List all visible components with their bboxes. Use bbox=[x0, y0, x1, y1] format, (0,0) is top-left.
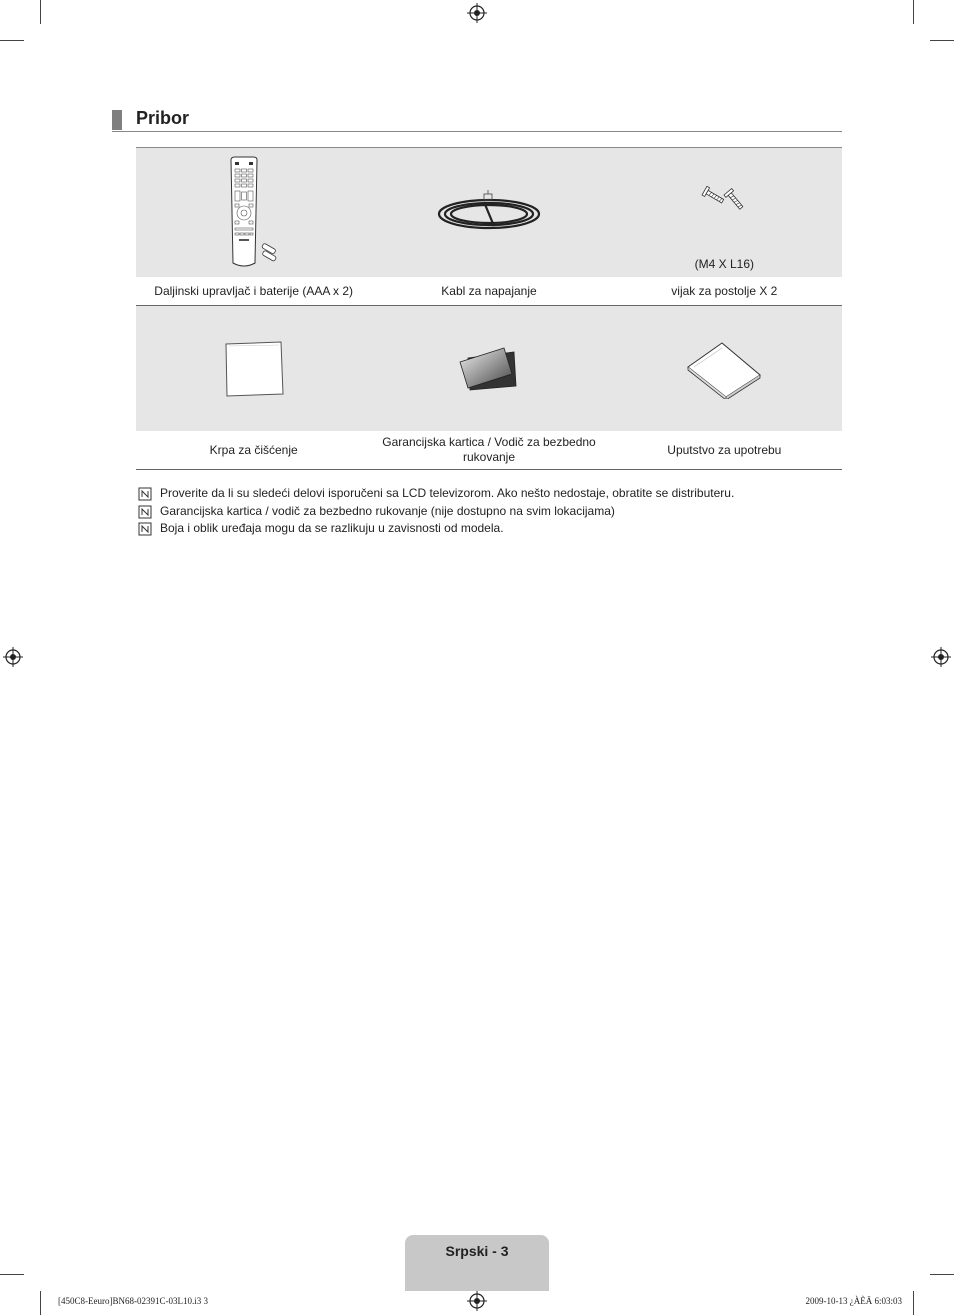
crop-mark bbox=[913, 0, 914, 24]
image-cell-remote bbox=[136, 148, 371, 277]
notes-list bbox=[138, 486, 858, 539]
section-title: Pribor bbox=[136, 108, 190, 128]
image-cell-card bbox=[371, 306, 606, 431]
accessories-table bbox=[136, 147, 842, 470]
item-label: vijak za postolje X 2 bbox=[671, 283, 778, 298]
remote-control-icon bbox=[219, 155, 289, 270]
power-cable-icon bbox=[434, 188, 544, 238]
image-cell-cloth bbox=[136, 306, 371, 431]
note-icon bbox=[138, 522, 152, 536]
print-footer-date: 2009-10-13 ¿ÀÈÄ 6:03:03 bbox=[805, 1296, 902, 1306]
image-cell-cable bbox=[371, 148, 606, 277]
crop-mark bbox=[40, 1291, 41, 1315]
crop-mark bbox=[930, 40, 954, 41]
item-label: Kabl za napajanje bbox=[441, 283, 537, 298]
label-row bbox=[136, 277, 842, 306]
list-item bbox=[138, 521, 858, 539]
image-row bbox=[136, 306, 842, 431]
note-text: Boja i oblik uređaja mogu da se razlikuju u zavisnosti od modela. bbox=[160, 521, 504, 535]
manual-icon bbox=[684, 339, 764, 399]
item-label: Krpa za čišćenje bbox=[209, 442, 298, 457]
screw-spec: (M4 X L16) bbox=[694, 257, 754, 271]
warranty-card-icon bbox=[456, 344, 522, 394]
page-number-tab bbox=[405, 1235, 549, 1291]
screw-icon bbox=[694, 181, 754, 226]
crop-mark bbox=[0, 40, 24, 41]
registration-mark-icon bbox=[931, 647, 951, 667]
note-text: Proverite da li su sledeći delovi isporučeni sa LCD televizorom. Ako nešto nedostaje, obratite se distributeru. bbox=[160, 486, 735, 500]
item-label: Uputstvo za upotrebu bbox=[667, 442, 782, 457]
print-footer-file: [450C8-Eeuro]BN68-02391C-03L10.i3 3 bbox=[58, 1296, 208, 1306]
note-icon bbox=[138, 505, 152, 519]
image-cell-screw bbox=[607, 148, 842, 277]
crop-mark bbox=[930, 1274, 954, 1275]
registration-mark-icon bbox=[3, 647, 23, 667]
crop-mark bbox=[40, 0, 41, 24]
registration-mark-icon bbox=[467, 3, 487, 23]
cleaning-cloth-icon bbox=[223, 340, 285, 398]
list-item bbox=[138, 486, 858, 504]
page-label: Srpski - 3 bbox=[445, 1243, 509, 1259]
image-cell-manual bbox=[607, 306, 842, 431]
note-icon bbox=[138, 487, 152, 501]
note-text: Garancijska kartica / vodič za bezbedno rukovanje (nije dostupno na svim lokacijama) bbox=[160, 503, 615, 518]
item-label: Garancijska kartica / Vodič za bezbedno rukovanje bbox=[382, 435, 596, 464]
label-row bbox=[136, 431, 842, 470]
image-row bbox=[136, 148, 842, 277]
list-item bbox=[138, 504, 858, 522]
crop-mark bbox=[913, 1291, 914, 1315]
section-header bbox=[112, 108, 842, 132]
registration-mark-icon bbox=[467, 1291, 487, 1311]
section-marker bbox=[112, 110, 122, 130]
crop-mark bbox=[0, 1274, 24, 1275]
item-label: Daljinski upravljač i baterije (AAA x 2) bbox=[154, 283, 354, 298]
